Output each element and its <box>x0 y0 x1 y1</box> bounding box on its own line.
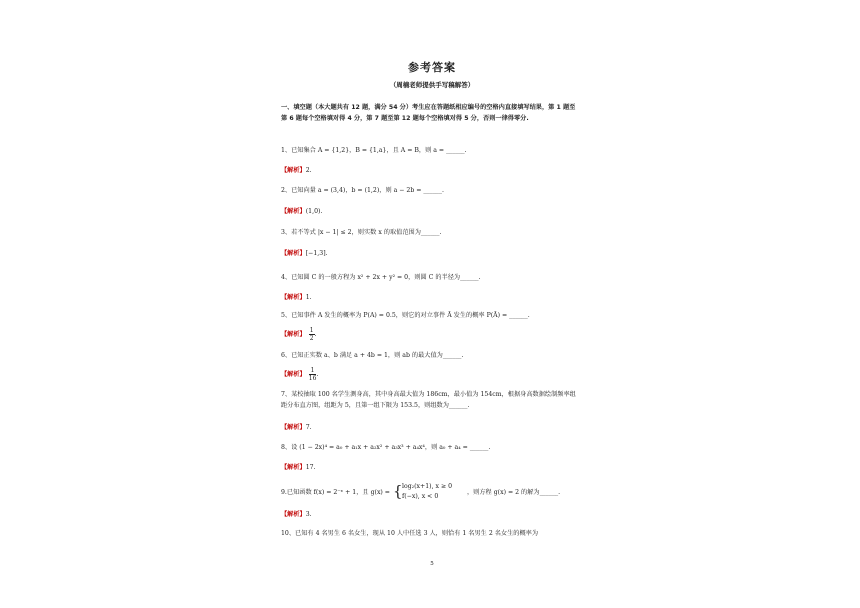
answer-value: 17. <box>305 464 316 471</box>
answer-tag: 【解析】 <box>281 371 306 378</box>
answer-tag: 【解析】 <box>281 511 306 518</box>
question-1: 1、已知集合 A = {1,2}，B = {1,a}，且 A = B，则 a = ______. <box>281 147 467 154</box>
answer-tag: 【解析】 <box>281 250 306 257</box>
question-4: 4、已知圆 C 的一般方程为 x² + 2x + y² = 0，则圆 C 的半径为______. <box>281 274 481 281</box>
answer-3 <box>281 249 581 258</box>
piecewise-case-2: f(−x), x < 0 <box>402 493 439 500</box>
answer-7 <box>281 423 581 432</box>
question-9 <box>281 482 581 504</box>
document-page <box>262 40 602 580</box>
piecewise-case-1: log₂(x+1), x ≥ 0 <box>402 483 453 490</box>
page-title: 参考答案 <box>408 61 456 74</box>
page-subtitle: （周楠老师提供手写稿解答） <box>389 81 475 89</box>
question-2: 2、已知向量 a = (3,4)，b = (1,2)，则 a − 2b = ______. <box>281 187 444 194</box>
answer-value: (1,0). <box>305 208 323 215</box>
fraction-denominator: 2 <box>309 335 314 342</box>
answer-tag: 【解析】 <box>281 331 306 338</box>
question-8: 8、设 (1 − 2x)⁴ = a₀ + a₁x + a₂x² + a₃x³ + a₄x⁴，则 a₀ + a₄ = ______. <box>281 444 491 451</box>
answer-2 <box>281 207 581 216</box>
answer-1 <box>281 166 581 175</box>
question-9-tail: ，则方程 g(x) = 2 的解为______. <box>467 489 561 496</box>
question-7: 7、某校抽取 100 名学生测身高，其中身高最大值为 186cm，最小值为 154cm，根据身高数据绘制频率组距分布直方图，组距为 5，且第一组下限为 153.5，则组数为______. <box>281 391 576 409</box>
section-instructions: 一、填空题（本大题共有 12 题，满分 54 分）考生应在答题纸相应编号的空格内直接填写结果，第 1 题至第 6 题每个空格填对得 4 分，第 7 题至第 12 题每个空格填对得 5 分，否则一律得零分. <box>281 104 576 122</box>
answer-tag: 【解析】 <box>281 167 306 174</box>
question-10: 10、已知有 4 名男生 6 名女生，现从 10 人中任选 3 人，则恰有 1 名男生 2 名女生的概率为 <box>281 530 539 537</box>
fraction-numerator: 1 <box>310 367 315 374</box>
answer-4 <box>281 293 581 302</box>
question-3: 3、若不等式 |x − 1| ≤ 2，则实数 x 的取值范围为______. <box>281 229 442 236</box>
fraction-denominator: 16 <box>308 375 317 382</box>
answer-tag: 【解析】 <box>281 424 306 431</box>
answer-8 <box>281 463 581 472</box>
answer-value: 7. <box>305 424 312 431</box>
answer-tag: 【解析】 <box>281 464 306 471</box>
answer-value: 3. <box>305 511 312 518</box>
answer-value: 2. <box>305 167 312 174</box>
question-9-text: 9.已知函数 f(x) = 2⁻ˣ + 1，且 g(x) = <box>281 489 390 496</box>
question-6: 6、已知正实数 a、b 满足 a + 4b = 1，则 ab 的最大值为______. <box>281 352 464 359</box>
answer-tag: 【解析】 <box>281 208 306 215</box>
answer-value: 1. <box>305 294 312 301</box>
answer-9 <box>281 510 581 519</box>
answer-tag: 【解析】 <box>281 294 306 301</box>
answer-6: 【解析】 $\frac{1}{16}$ . <box>281 367 319 382</box>
question-5: 5、已知事件 A 发生的概率为 P(A) = 0.5，则它的对立事件 Ā 发生的概率 P(Ā) = ______. <box>281 312 530 319</box>
fraction-numerator: 1 <box>309 327 314 334</box>
brace-symbol: { <box>393 482 403 500</box>
answer-value: [−1,3]. <box>305 250 328 257</box>
page-number: 5 <box>430 561 434 567</box>
answer-5: 【解析】 $\frac{1}{2}$ . <box>281 327 317 342</box>
